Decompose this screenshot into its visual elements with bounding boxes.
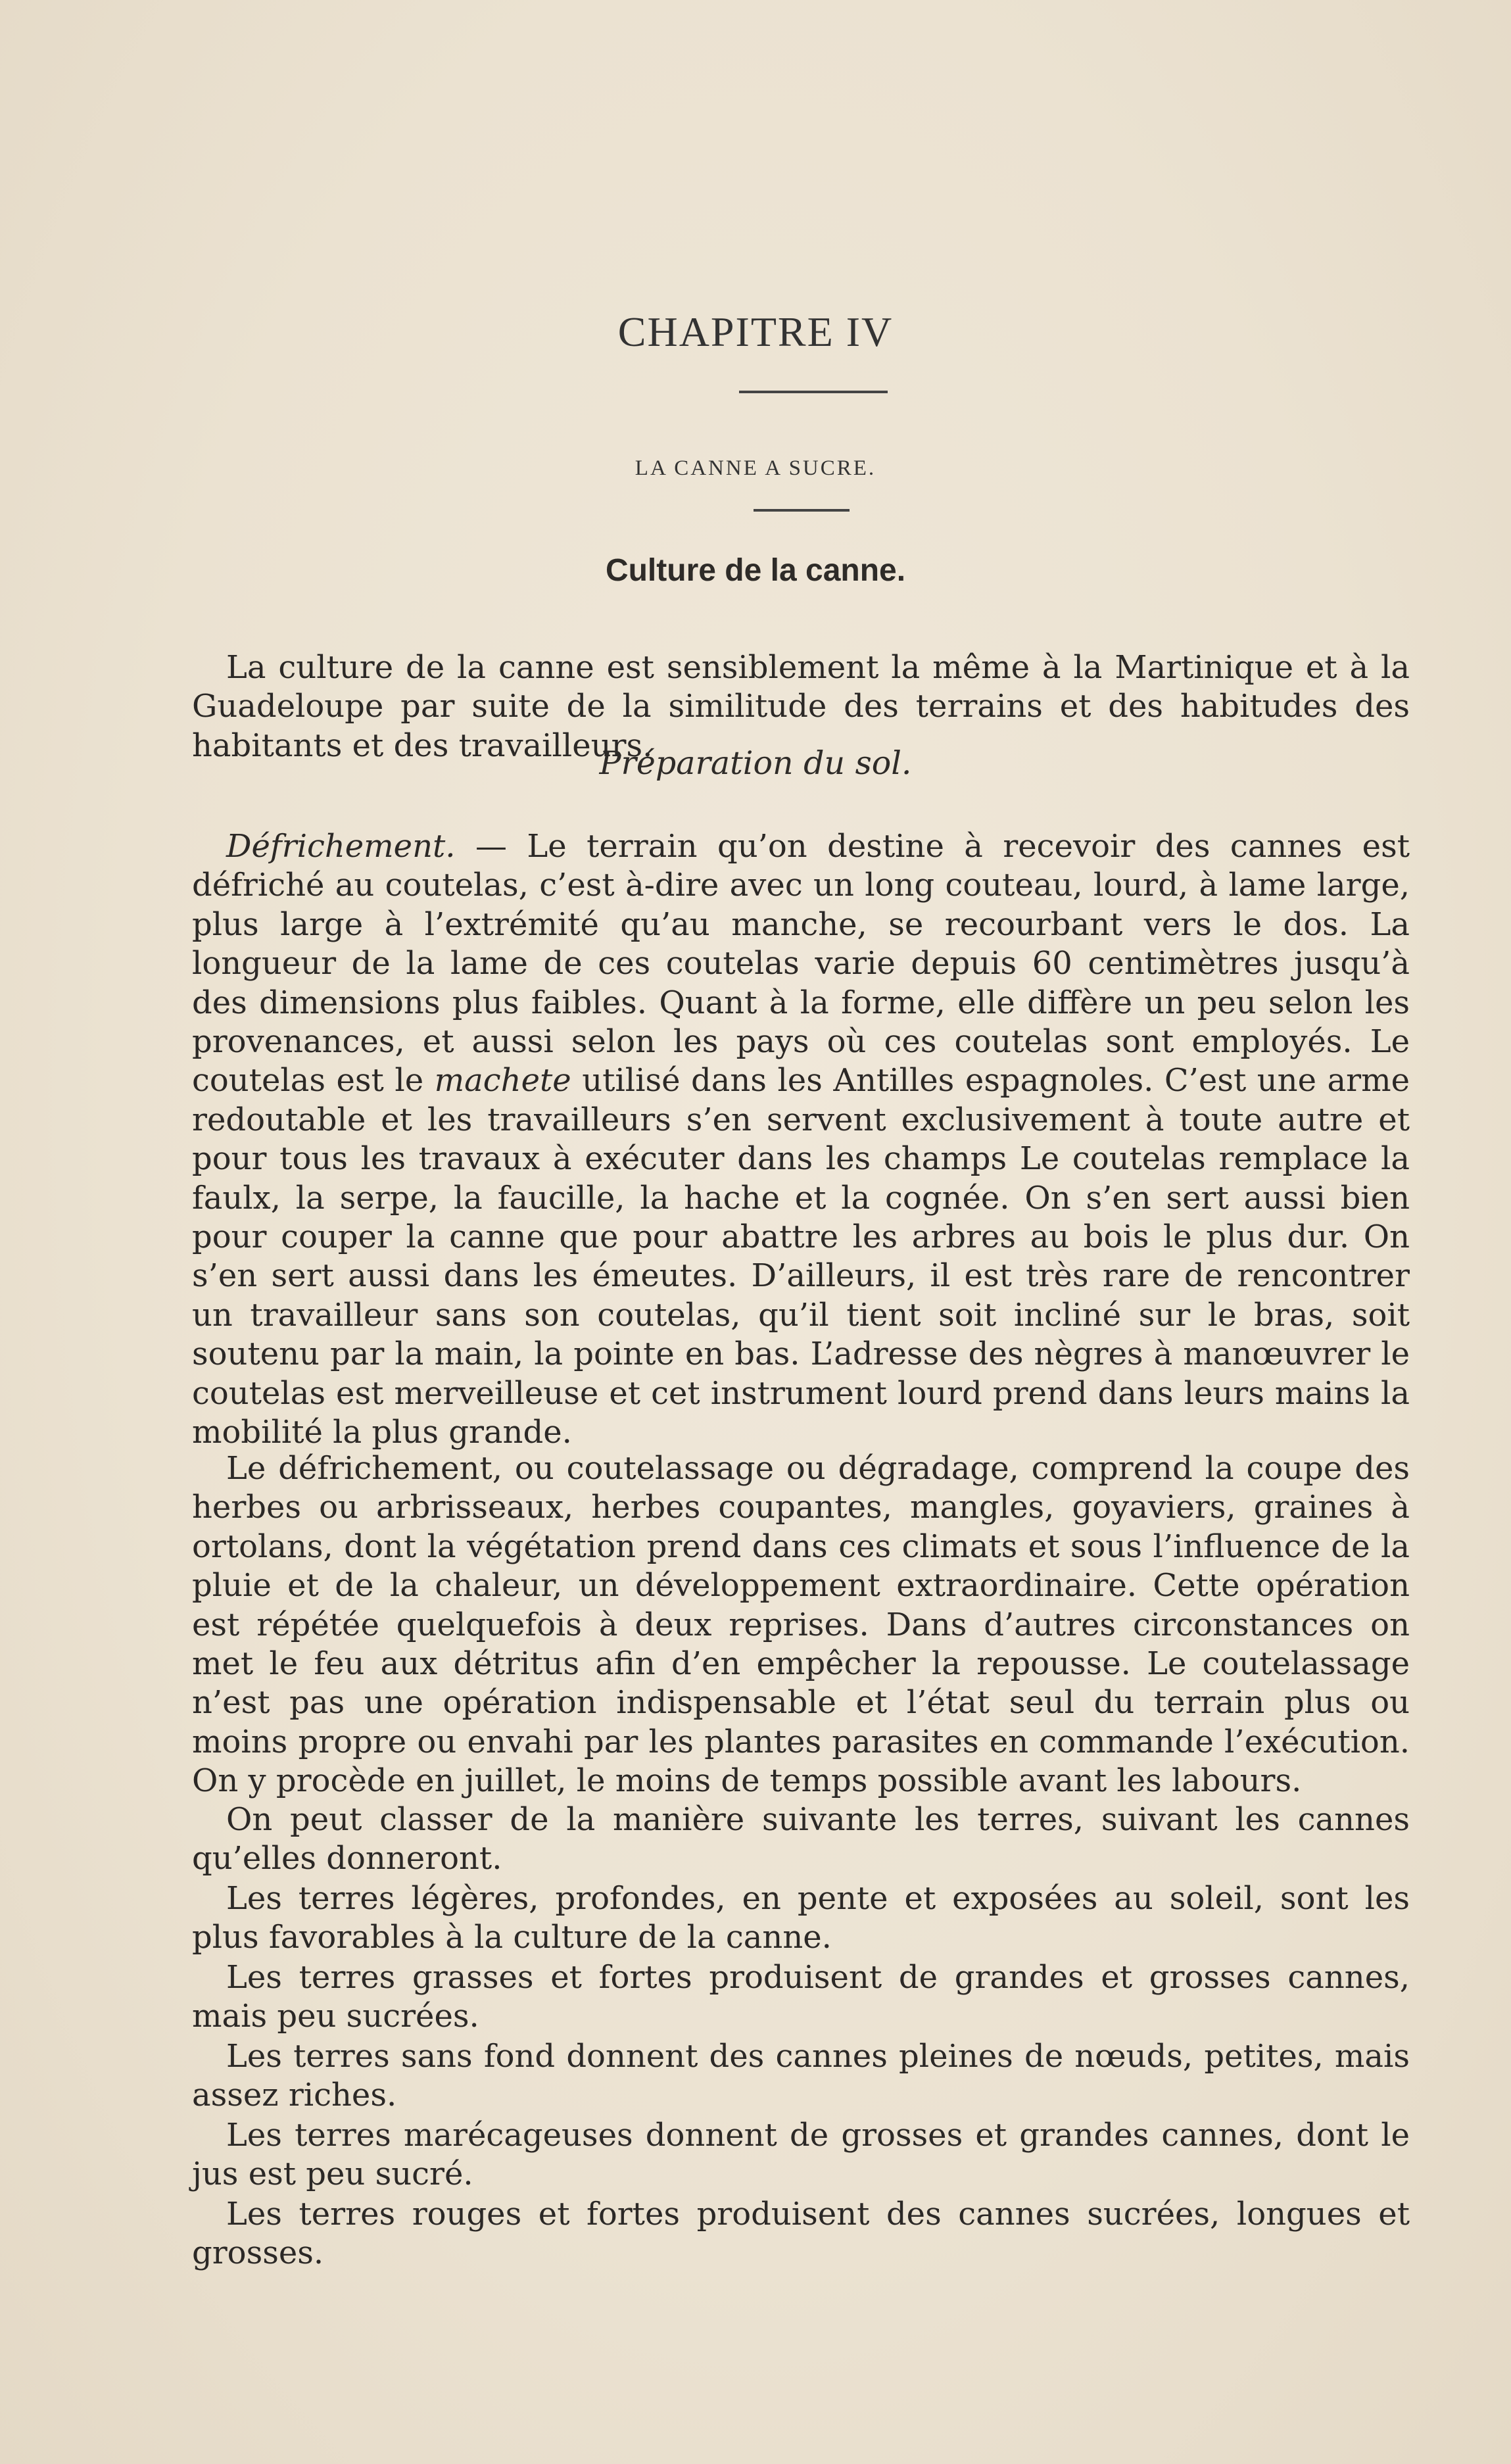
title-rule [739, 391, 888, 393]
paragraph-defrichement: Défrichement. — Le terrain qu’on destine à recevoir des cannes est défriché au coutelas, c’est à-dire avec un long couteau, lourd, à lame large, plus large à l’extrémité qu’au manche, se recourbant vers le dos. La longueur de la lame de ces coutelas varie depuis 60 centimètres jusqu’à des dimensions plus faibles. Quant à la forme, elle diffère un peu selon les provenances, et aussi selon les pays où ces coutelas sont employés. Le coutelas est le machete utilisé dans les Antilles espagnoles. C’est une arme redoutable et les travailleurs s’en servent exclusivement à toute autre et pour tous les travaux à exécuter dans les champs Le coutelas remplace la faulx, la serpe, la faucille, la hache et la cognée. On s’en sert aussi bien pour couper la canne que pour abattre les arbres au bois le plus dur. On s’en sert aussi dans les émeutes. D’ailleurs, il est très rare de rencontrer un travailleur sans son coutelas, qu’il tient soit incliné sur le bras, soit soutenu par la main, la pointe en bas. L’adresse des nègres à manœuvrer le coutelas est merveilleuse et cet instrument lourd prend dans leurs mains la mobilité la plus grande. [192, 828, 1410, 1451]
paragraph-terres-rouges: Les terres rouges et fortes produisent des cannes sucrées, longues et grosses. [192, 2196, 1410, 2272]
section-title: Culture de la canne. [605, 553, 906, 588]
paragraph-terres-sans-fond: Les terres sans fond donnent des cannes pleines de nœuds, petites, mais assez riches. [192, 2038, 1410, 2114]
paragraph-terres-marecageuses: Les terres marécageuses donnent de grosses et grandes cannes, dont le jus est peu sucré. [192, 2117, 1410, 2193]
machete-term: machete [434, 1062, 571, 1099]
paragraph-terres-grasses: Les terres grasses et fortes produisent de grandes et grosses cannes, mais peu sucrées. [192, 1959, 1410, 2035]
sub-heading: Préparation du sol. [599, 744, 912, 782]
paragraph-coutelassage: Le défrichement, ou coutelassage ou dégradage, comprend la coupe des herbes ou arbrisseaux, herbes coupantes, mangles, goyaviers, graines à ortolans, dont la végétation prend dans ces climats et sous l’influence de la pluie et de la chaleur, un développement extraordinaire. Cette opération est répétée quelquefois à deux reprises. Dans d’autres circonstances on met le feu aux détritus afin d’en empêcher la repousse. Le coutelassage n’est pas une opération indispensable et l’état seul du terrain plus ou moins propre ou envahi par les plantes parasites en commande l’exécution. On y procède en juillet, le moins de temps possible avant les labours. [192, 1450, 1410, 1800]
paragraph-intro: La culture de la canne est sensiblement la même à la Martinique et à la Guadeloupe par suite de la similitude des terrains et des habitudes des habitants et des travailleurs. [192, 649, 1410, 764]
chapter-subtitle: LA CANNE A SUCRE. [635, 456, 876, 480]
paragraph-terres-legeres: Les terres légères, profondes, en pente et exposées au soleil, sont les plus favorables à la culture de la canne. [192, 1880, 1410, 1956]
subtitle-rule [754, 509, 850, 512]
defrichement-lead: Défrichement. [226, 828, 456, 865]
chapter-title: CHAPITRE IV [617, 308, 894, 355]
paragraph-classification: On peut classer de la manière suivante les terres, suivant les cannes qu’elles donneront. [192, 1801, 1410, 1877]
